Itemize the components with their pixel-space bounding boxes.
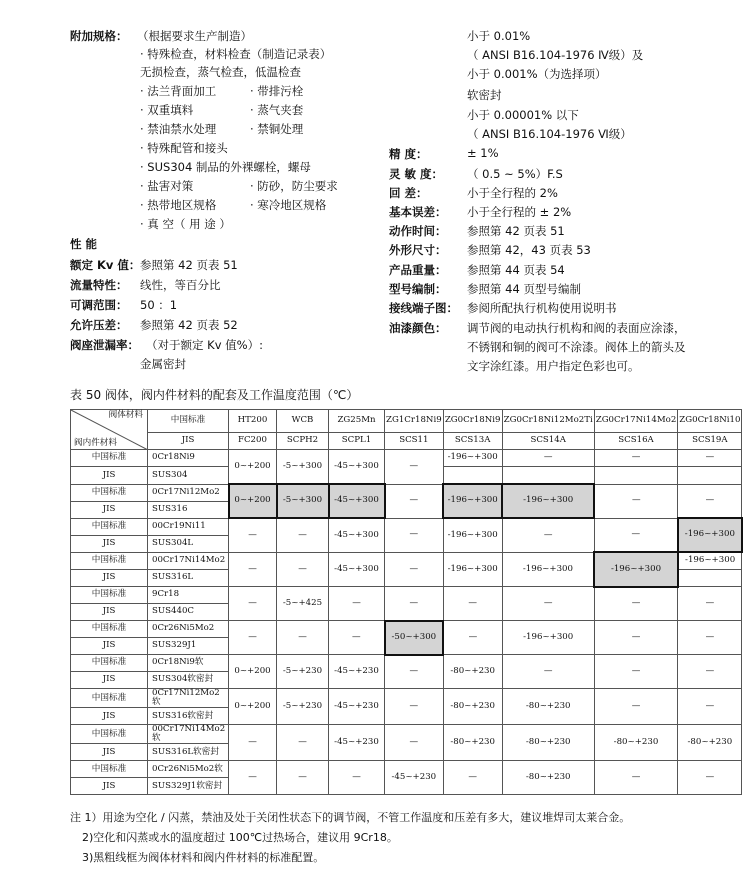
row-cn-material: 0Cr17Ni12Mo2: [148, 484, 229, 501]
column-jis-header: SCS19A: [678, 433, 742, 450]
column-jis-header: SCPH2: [277, 433, 329, 450]
sensitivity-label: 灵 敏 度：: [389, 167, 444, 181]
table-row: [71, 518, 742, 535]
temperature-cell: —: [502, 655, 594, 689]
table-header-row: [71, 433, 742, 450]
row-jis-material: SUS316软密封: [148, 708, 229, 725]
column-jis-header: SCS13A: [443, 433, 502, 450]
row-jis-label: JIS: [71, 570, 148, 587]
action-time-label: 动作时间：: [389, 224, 447, 238]
temperature-cell: -196~+300: [443, 450, 502, 467]
table-row: [71, 587, 742, 604]
table-header-row: [71, 410, 742, 433]
accuracy-label: 精 度：: [389, 147, 428, 161]
temperature-cell: -196~+300: [443, 552, 502, 587]
row-jis-label: JIS: [71, 708, 148, 725]
temperature-cell: -80~+230: [502, 689, 594, 725]
temperature-cell: -80~+230: [594, 725, 678, 761]
range-value: 50 ：1: [140, 298, 178, 312]
range-label: 可调范围：: [70, 298, 128, 312]
temperature-cell: —: [329, 761, 385, 795]
row-jis-material: SUS440C: [148, 604, 229, 621]
row-cn-label: 中国标准: [71, 552, 148, 570]
temperature-cell: -5~+300: [277, 450, 329, 485]
row-cn-material: 00Cr17Ni14Mo2软: [148, 725, 229, 744]
temperature-cell: -196~+300: [443, 518, 502, 552]
temperature-cell: —: [385, 587, 444, 621]
basic-error-value: 小于全行程的 ± 2%: [467, 205, 572, 219]
temperature-cell: -80~+230: [443, 725, 502, 761]
temperature-cell: —: [385, 518, 444, 552]
temperature-cell: —: [678, 450, 742, 467]
spec-item: · 特殊配管和接头: [140, 141, 228, 155]
column-cn-header: WCB: [277, 410, 329, 433]
note-1: 注 1）用途为空化 / 闪蒸，禁油及处于关闭性状态下的调节阀，不管工作温度和压差有多大，建议堆焊司太莱合金。: [70, 811, 631, 824]
row-cn-material: 9Cr18: [148, 587, 229, 604]
spec-item: · 防砂，防尘要求: [250, 179, 338, 193]
temperature-cell: —: [594, 518, 678, 552]
table-row: [71, 552, 742, 570]
temperature-cell: -5~+230: [277, 655, 329, 689]
temperature-cell: —: [678, 484, 742, 518]
spec-item: · 真 空（ 用 途 ）: [140, 217, 231, 231]
spec-item: · 禁铜处理: [250, 122, 304, 136]
performance-heading: 性 能: [70, 237, 98, 251]
rated-kv-value: 参照第 42 页表 51: [140, 258, 238, 272]
temperature-cell: —: [594, 655, 678, 689]
temperature-cell: —: [385, 484, 444, 518]
temperature-cell: -45~+230: [329, 655, 385, 689]
temperature-cell: -196~+300: [502, 484, 594, 518]
row-cn-label: 中国标准: [71, 725, 148, 744]
column-jis-header: SCS16A: [594, 433, 678, 450]
row-cn-label: 中国标准: [71, 761, 148, 778]
row-cn-label: 中国标准: [71, 518, 148, 535]
column-jis-header: SCS11: [385, 433, 444, 450]
leak-rate-value: （对于额定 Kv 值%）:: [146, 338, 263, 352]
additional-spec-label: 附加规格：: [70, 29, 128, 43]
row-jis-label: JIS: [71, 778, 148, 795]
spec-item: · 寒冷地区规格: [250, 198, 327, 212]
temperature-cell: —: [229, 587, 277, 621]
spec-item: 无损检查，蒸气检查，低温检查: [140, 65, 301, 79]
temperature-cell: 0~+200: [229, 484, 277, 518]
empty-cell: [678, 467, 742, 485]
temperature-cell: -80~+230: [443, 655, 502, 689]
table-row: [71, 689, 742, 708]
row-jis-material: SUS304: [148, 467, 229, 485]
leak-line: 小于 0.01%: [467, 29, 531, 43]
temperature-cell: -196~+300: [502, 552, 594, 587]
temperature-cell: —: [502, 518, 594, 552]
temperature-cell: —: [385, 450, 444, 485]
leak-line: 软密封: [467, 88, 502, 102]
row-cn-material: 0Cr26Ni5Mo2软: [148, 761, 229, 778]
allowed-pressure-label: 允许压差：: [70, 318, 128, 332]
row-cn-material: 0Cr17Ni12Mo2软: [148, 689, 229, 708]
temperature-cell: —: [277, 725, 329, 761]
temperature-cell: -80~+230: [502, 761, 594, 795]
terminal-value: 参阅所配执行机构使用说明书: [467, 301, 617, 315]
temperature-cell: —: [329, 587, 385, 621]
spec-item: · 蒸气夹套: [250, 103, 304, 117]
spec-item: · 禁油禁水处理: [140, 122, 217, 136]
temperature-cell: —: [678, 689, 742, 725]
temperature-cell: -80~+230: [502, 725, 594, 761]
column-cn-header: ZG25Mn: [329, 410, 385, 433]
table-row: [71, 450, 742, 467]
corner-bottom-label: 阀内件材料: [74, 437, 117, 448]
column-cn-header: ZG0Cr18Ni9: [443, 410, 502, 433]
column-cn-header: ZG0Cr17Ni14Mo2: [594, 410, 678, 433]
leak-line: 小于 0.00001% 以下: [467, 108, 579, 122]
row-jis-label: JIS: [71, 604, 148, 621]
temperature-cell: —: [277, 621, 329, 655]
column-cn-header: ZG0Cr18Ni12Mo2Ti: [502, 410, 594, 433]
row-jis-material: SUS304软密封: [148, 672, 229, 689]
row-jis-label: JIS: [71, 501, 148, 518]
leak-line: （ ANSI B16.104-1976 Ⅳ级）及: [467, 48, 644, 62]
leak-rate-label: 阀座泄漏率：: [70, 338, 139, 352]
header-jis-label: JIS: [148, 433, 229, 450]
empty-cell: [594, 467, 678, 485]
temperature-cell: —: [229, 761, 277, 795]
table-row: [71, 655, 742, 672]
row-jis-material: SUS316: [148, 501, 229, 518]
row-cn-label: 中国标准: [71, 484, 148, 501]
temperature-cell: —: [594, 484, 678, 518]
temperature-cell: —: [443, 587, 502, 621]
row-jis-label: JIS: [71, 744, 148, 761]
temperature-cell: —: [502, 587, 594, 621]
temperature-cell: 0~+200: [229, 450, 277, 485]
row-jis-material: SUS316L: [148, 570, 229, 587]
temperature-cell: -80~+230: [678, 725, 742, 761]
temperature-cell: -196~+300: [443, 484, 502, 518]
column-cn-header: HT200: [229, 410, 277, 433]
spec-item: · SUS304 制品的外裸螺栓，螺母: [140, 160, 311, 174]
column-jis-header: SCS14A: [502, 433, 594, 450]
column-jis-header: SCPL1: [329, 433, 385, 450]
row-jis-material: SUS304L: [148, 535, 229, 552]
temperature-cell: —: [385, 725, 444, 761]
table-title: 表 50 阀体，阀内件材料的配套及工作温度范围（℃）: [70, 388, 359, 402]
note-2: 2)空化和闪蒸或水的温度超过 100℃过热场合，建议用 9Cr18。: [82, 831, 398, 844]
temperature-cell: -50~+300: [385, 621, 444, 655]
table-row: [71, 761, 742, 778]
row-jis-label: JIS: [71, 467, 148, 485]
temperature-cell: 0~+200: [229, 689, 277, 725]
rated-kv-label: 额定 Kv 值：: [70, 258, 141, 272]
temperature-cell: -196~+300: [594, 552, 678, 587]
temperature-cell: —: [229, 518, 277, 552]
temperature-cell: —: [443, 761, 502, 795]
column-cn-header: ZG0Cr18Ni10: [678, 410, 742, 433]
temperature-cell: -45~+300: [329, 450, 385, 485]
spec-item: · 特殊检查，材料检查（制造记录表）: [140, 47, 332, 61]
action-time-value: 参照第 42 页表 51: [467, 224, 565, 238]
temperature-cell: -5~+230: [277, 689, 329, 725]
additional-spec-note: （根据要求生产制造）: [137, 29, 252, 43]
leak-line: （ ANSI B16.104-1976 Ⅵ级）: [467, 127, 632, 141]
empty-cell: [443, 467, 502, 485]
flow-char-label: 流量特性：: [70, 278, 128, 292]
temperature-cell: —: [385, 689, 444, 725]
temperature-cell: —: [594, 621, 678, 655]
material-table: [70, 409, 743, 795]
row-cn-material: 00Cr17Ni14Mo2: [148, 552, 229, 570]
dimensions-value: 参照第 42，43 页表 53: [467, 243, 591, 257]
row-jis-label: JIS: [71, 535, 148, 552]
paint-value: 调节阀的电动执行机构和阀的表面应涂漆，: [467, 321, 686, 335]
weight-value: 参照第 44 页表 54: [467, 263, 565, 277]
allowed-pressure-value: 参照第 42 页表 52: [140, 318, 238, 332]
terminal-label: 接线端子图：: [389, 301, 458, 315]
hysteresis-label: 回 差：: [389, 186, 428, 200]
temperature-cell: —: [385, 655, 444, 689]
hysteresis-value: 小于全行程的 2%: [467, 186, 558, 200]
row-cn-material: 0Cr18Ni9软: [148, 655, 229, 672]
temperature-cell: —: [443, 621, 502, 655]
temperature-cell: -80~+230: [443, 689, 502, 725]
flow-char-value: 线性，等百分比: [140, 278, 221, 292]
sensitivity-value: （ 0.5 ~ 5%）F.S: [467, 167, 563, 181]
temperature-cell: —: [229, 621, 277, 655]
temperature-cell: —: [385, 552, 444, 587]
temperature-cell: —: [594, 761, 678, 795]
paint-label: 油漆颜色：: [389, 321, 447, 335]
temperature-cell: —: [329, 621, 385, 655]
temperature-cell: —: [277, 518, 329, 552]
table-corner: [71, 410, 148, 450]
table-row: [71, 621, 742, 638]
weight-label: 产品重量：: [389, 263, 447, 277]
corner-top-label: 阀体材料: [108, 410, 143, 420]
column-jis-header: FC200: [229, 433, 277, 450]
temperature-cell: -196~+300: [678, 552, 742, 570]
temperature-cell: -45~+300: [329, 518, 385, 552]
temperature-cell: —: [678, 587, 742, 621]
row-jis-material: SUS316L软密封: [148, 744, 229, 761]
temperature-cell: —: [229, 725, 277, 761]
temperature-cell: —: [678, 621, 742, 655]
temperature-cell: —: [594, 689, 678, 725]
row-jis-material: SUS329J1软密封: [148, 778, 229, 795]
model-label: 型号编制：: [389, 282, 447, 296]
spec-item: · 法兰背面加工: [140, 84, 217, 98]
row-cn-label: 中国标准: [71, 655, 148, 672]
spec-item: · 热带地区规格: [140, 198, 217, 212]
model-value: 参照第 44 页型号编制: [467, 282, 581, 296]
temperature-cell: -45~+230: [385, 761, 444, 795]
note-3: 3)黑粗线框为阀体材料和阀内件材料的标准配置。: [82, 851, 325, 864]
column-cn-header: ZG1Cr18Ni9: [385, 410, 444, 433]
paint-line: 不锈钢和铜的阀可不涂漆。阀体上的箭头及: [467, 340, 686, 354]
temperature-cell: -45~+300: [329, 484, 385, 518]
leak-line: 小于 0.001%（为选择项）: [467, 67, 607, 81]
accuracy-value: ± 1%: [467, 146, 499, 160]
row-cn-label: 中国标准: [71, 621, 148, 638]
spec-item: · 双重填料: [140, 103, 194, 117]
row-jis-label: JIS: [71, 638, 148, 655]
header-cn-label: 中国标准: [148, 410, 229, 433]
table-row: [71, 725, 742, 744]
row-cn-material: 0Cr26Ni5Mo2: [148, 621, 229, 638]
spec-item: · 带排污栓: [250, 84, 304, 98]
table-row: [71, 484, 742, 501]
temperature-cell: 0~+200: [229, 655, 277, 689]
spec-item: · 盐害对策: [140, 179, 194, 193]
row-cn-label: 中国标准: [71, 450, 148, 467]
row-cn-material: 00Cr19Ni11: [148, 518, 229, 535]
temperature-cell: —: [229, 552, 277, 587]
temperature-cell: —: [502, 450, 594, 467]
temperature-cell: —: [678, 655, 742, 689]
temperature-cell: —: [277, 761, 329, 795]
leak-rate-sub: 金属密封: [140, 357, 186, 371]
temperature-cell: -5~+425: [277, 587, 329, 621]
dimensions-label: 外形尺寸：: [389, 243, 447, 257]
temperature-cell: -196~+300: [678, 518, 742, 552]
temperature-cell: -45~+300: [329, 552, 385, 587]
paint-line: 文字涂红漆。用户指定色彩也可。: [467, 359, 640, 373]
row-jis-label: JIS: [71, 672, 148, 689]
temperature-cell: -45~+230: [329, 689, 385, 725]
row-cn-label: 中国标准: [71, 689, 148, 708]
temperature-cell: —: [678, 761, 742, 795]
empty-cell: [502, 467, 594, 485]
row-cn-label: 中国标准: [71, 587, 148, 604]
row-jis-material: SUS329J1: [148, 638, 229, 655]
temperature-cell: -45~+230: [329, 725, 385, 761]
temperature-cell: —: [277, 552, 329, 587]
empty-cell: [678, 570, 742, 587]
temperature-cell: -5~+300: [277, 484, 329, 518]
basic-error-label: 基本误差：: [389, 205, 447, 219]
temperature-cell: -196~+300: [502, 621, 594, 655]
row-cn-material: 0Cr18Ni9: [148, 450, 229, 467]
temperature-cell: —: [594, 587, 678, 621]
temperature-cell: —: [594, 450, 678, 467]
